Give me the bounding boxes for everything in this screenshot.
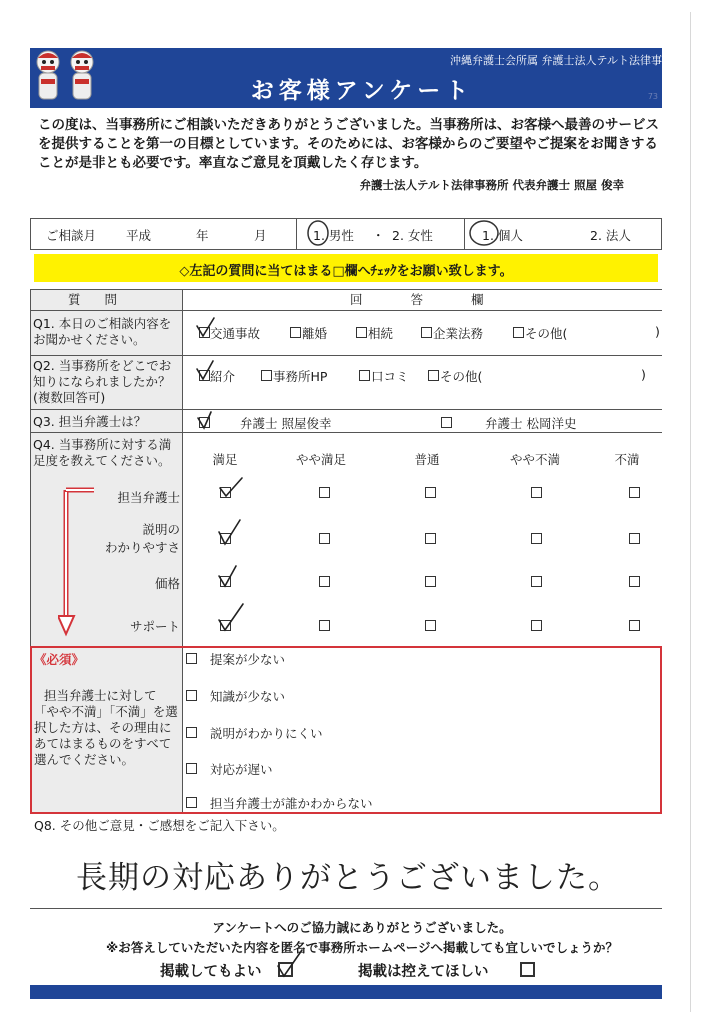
signature: 弁護士法人テルト法律事務所 代表弁護士 照屋 俊幸	[359, 178, 624, 192]
reason-little-knowledge: 知識が少ない	[210, 689, 286, 704]
q1-option-traffic: 交通事故	[210, 326, 261, 341]
reason-unknown-lawyer: 担当弁護士が誰かわからない	[210, 796, 373, 811]
q1-label: Q1. 本日のご相談内容をお聞かせください。	[33, 316, 172, 347]
q2-other-close: )	[641, 367, 646, 382]
q4-row-clarity-line1: 説明の	[142, 522, 180, 537]
q1-option-corporate-law: 企業法務	[433, 326, 484, 341]
q1-option-other: その他(	[525, 326, 568, 341]
publish-no-label: 掲載は控えてほしい	[358, 964, 489, 980]
q2-option-word-of-mouth: 口コミ	[371, 369, 409, 384]
intro-text: この度は、当事務所にご相談いただきありがとうございました。当事務所は、お客様へ最善のサービスを提供することを第一の目標としています。そのためには、お客様からのご要望やご提案をお聞きすることが是非とも必要です。率直なご意見を頂戴したく存じます。	[38, 117, 659, 171]
required-title: 《必須》	[34, 652, 85, 667]
scale-very-satisfied: 満足	[212, 452, 238, 467]
answer-header: 回 答 欄	[350, 292, 506, 307]
client-individual-option[interactable]: 1. 個人	[482, 228, 523, 243]
client-corporate-option[interactable]: 2. 法人	[590, 228, 631, 243]
required-instruction: 担当弁護士に対して「やや不満」「不満」を選択した方は、その理由にあてはまるものをすべて選んでください。	[34, 688, 178, 767]
scale-very-dissatisfied: 不満	[614, 452, 640, 467]
footer-question: ※お答えしていただいた内容を匿名で事務所ホームページへ掲載しても宜しいでしょうか？	[106, 940, 618, 955]
q4-row-lawyer: 担当弁護士	[117, 490, 180, 505]
scale-satisfied: やや満足	[295, 452, 346, 467]
reason-checkbox-unknown-lawyer[interactable]	[186, 797, 197, 808]
q2-option-other: その他(	[440, 369, 483, 384]
publish-yes-label: 掲載してもよい	[160, 964, 262, 980]
month-label: 月	[254, 228, 267, 243]
era-label: 平成	[126, 228, 152, 243]
q2-option-referral: 紹介	[210, 369, 236, 384]
reason-checkbox-unclear-explanation[interactable]	[186, 727, 197, 738]
footer-bar	[30, 985, 662, 999]
handwritten-check-mark	[270, 946, 310, 980]
q4-label: Q4. 当事務所に対する満足度を教えてください。	[33, 437, 172, 468]
q2-option-website: 事務所HP	[273, 369, 328, 384]
q1-option-divorce: 離婚	[302, 326, 328, 341]
q1-option-inheritance: 相続	[368, 326, 394, 341]
page-title: お客様アンケート	[250, 78, 474, 104]
q3-option-teruya: 弁護士 照屋俊幸	[240, 416, 332, 431]
gender-separator: ・	[372, 228, 385, 243]
gender-female-option[interactable]: 2. 女性	[392, 228, 433, 243]
year-label: 年	[196, 228, 209, 243]
instruction-text: ◇左記の質問に当てはまる□欄へﾁｪｯｸをお願い致します。	[179, 264, 513, 279]
question-header: 質 問	[68, 292, 127, 307]
gender-male-option[interactable]: 1. 男性	[313, 228, 354, 243]
grid-line	[30, 908, 662, 909]
reason-checkbox-little-knowledge[interactable]	[186, 690, 197, 701]
reason-checkbox-slow-response[interactable]	[186, 763, 197, 774]
scale-neutral: 普通	[414, 452, 440, 467]
publish-no-checkbox[interactable]	[520, 962, 535, 977]
reason-few-proposals: 提案が少ない	[210, 652, 286, 667]
q4-row-price: 価格	[154, 576, 180, 591]
grid-line	[182, 648, 183, 812]
q1-other-close: )	[655, 324, 660, 339]
footer-thanks: アンケートへのご協力誠にありがとうございました。	[212, 920, 512, 935]
q4-row-clarity-line2: わかりやすさ	[104, 540, 180, 555]
q8-handwritten-answer[interactable]: 長期の対応ありがとうございました。	[76, 860, 620, 896]
q8-label: Q8. その他ご意見・ご感想をご記入下さい。	[34, 818, 285, 833]
form-code: 73	[647, 92, 658, 101]
q3-option-matsuoka: 弁護士 松岡洋史	[485, 416, 577, 431]
consult-month-label: ご相談月	[46, 228, 97, 243]
scale-dissatisfied: やや不満	[509, 452, 560, 467]
reason-unclear-explanation: 説明がわかりにくい	[210, 726, 323, 741]
reason-checkbox-few-proposals[interactable]	[186, 653, 197, 664]
q3-label: Q3. 担当弁護士は？	[33, 414, 147, 429]
reason-slow-response: 対応が遅い	[210, 762, 273, 777]
header-org: 沖縄弁護士会所属 弁護士法人テルト法律事務所	[450, 54, 684, 67]
q2-label: Q2. 当事務所をどこでお知りになられましたか？(複数回答可)	[33, 358, 172, 405]
q4-row-support: サポート	[129, 619, 180, 634]
